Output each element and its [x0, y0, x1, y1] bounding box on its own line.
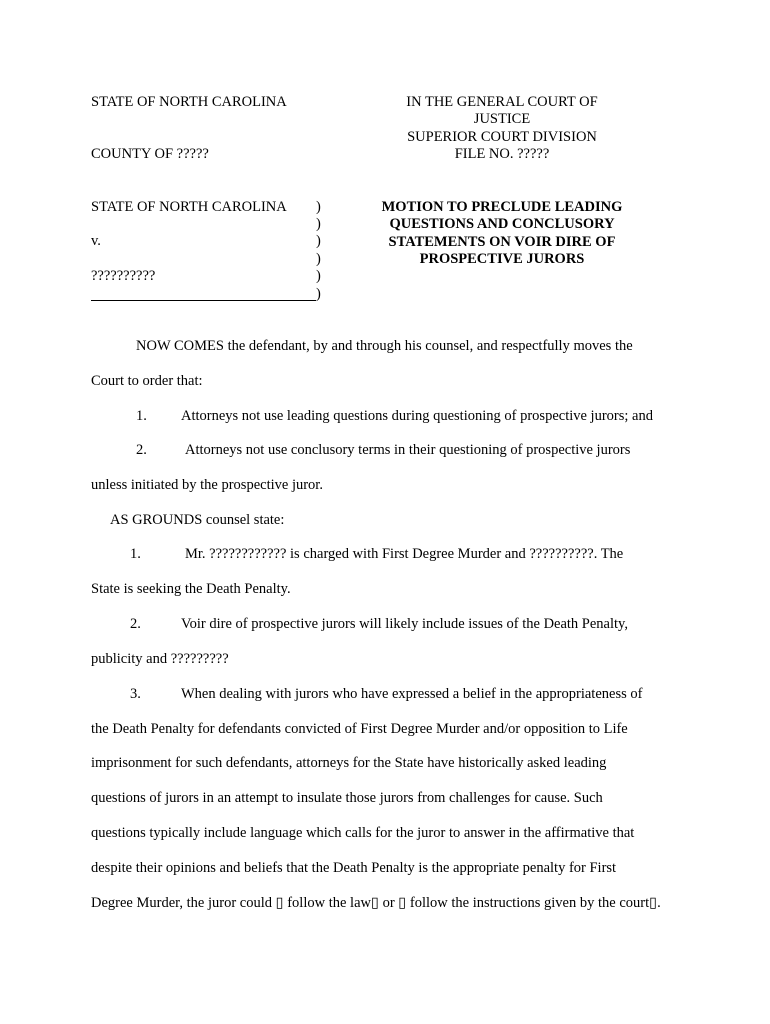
plaintiff-name: STATE OF NORTH CAROLINA	[91, 199, 287, 215]
request-number: 1.	[136, 408, 147, 424]
intro-text: NOW COMES the defendant, by and through his counsel, and respectfully moves the	[136, 338, 633, 354]
caption-paren: )	[316, 233, 321, 249]
motion-title-line: QUESTIONS AND CONCLUSORY	[389, 216, 615, 233]
court-line: JUSTICE	[473, 111, 531, 128]
ground-number: 1.	[130, 546, 141, 562]
versus: v.	[91, 233, 101, 249]
motion-title	[364, 199, 640, 268]
caption-underline	[91, 300, 316, 301]
motion-title-line: MOTION TO PRECLUDE LEADING	[381, 199, 623, 215]
caption-paren: )	[316, 199, 321, 215]
ground-text: Mr. ???????????? is charged with First Degree Murder and ??????????. The	[185, 546, 624, 562]
ground-text: State is seeking the Death Penalty.	[91, 581, 291, 597]
file-number: FILE NO. ?????	[454, 145, 550, 162]
motion-title-line: PROSPECTIVE JURORS	[419, 250, 585, 267]
ground-text: imprisonment for such defendants, attorneys for the State have historically asked leading	[91, 755, 607, 771]
motion-title-line: STATEMENTS ON VOIR DIRE OF	[388, 233, 616, 250]
court-line: SUPERIOR COURT DIVISION	[407, 128, 597, 145]
caption-paren: )	[316, 216, 321, 232]
grounds-heading: AS GROUNDS counsel state:	[110, 512, 285, 528]
court-caption	[364, 94, 640, 163]
state-caption: STATE OF NORTH CAROLINA	[91, 94, 287, 110]
caption-paren: )	[316, 286, 321, 302]
ground-text: the Death Penalty for defendants convicted of First Degree Murder and/or opposition to Life	[91, 721, 628, 737]
caption-paren: )	[316, 268, 321, 284]
request-number: 2.	[136, 442, 147, 458]
county-caption: COUNTY OF ?????	[91, 146, 209, 162]
ground-text: questions typically include language which calls for the juror to answer in the affirmative that	[91, 825, 635, 841]
ground-number: 2.	[130, 616, 141, 632]
request-text: Attorneys not use leading questions during questioning of prospective jurors; and	[181, 408, 653, 424]
ground-text: When dealing with jurors who have expressed a belief in the appropriateness of	[181, 686, 643, 702]
request-text: unless initiated by the prospective juror.	[91, 477, 323, 493]
court-line: IN THE GENERAL COURT OF	[406, 94, 598, 110]
defendant-name: ??????????	[91, 268, 156, 284]
ground-text: questions of jurors in an attempt to insulate those jurors from challenges for cause. Such	[91, 790, 603, 806]
ground-text: publicity and ?????????	[91, 651, 229, 667]
ground-number: 3.	[130, 686, 141, 702]
ground-text: Degree Murder, the juror could ▯ follow the law▯ or ▯ follow the instructions given by the court▯.	[91, 895, 661, 911]
request-text: Attorneys not use conclusory terms in their questioning of prospective jurors	[185, 442, 631, 458]
caption-paren: )	[316, 251, 321, 267]
ground-text: Voir dire of prospective jurors will likely include issues of the Death Penalty,	[181, 616, 628, 632]
intro-text: Court to order that:	[91, 373, 203, 389]
ground-text: despite their opinions and beliefs that the Death Penalty is the appropriate penalty for First	[91, 860, 617, 876]
